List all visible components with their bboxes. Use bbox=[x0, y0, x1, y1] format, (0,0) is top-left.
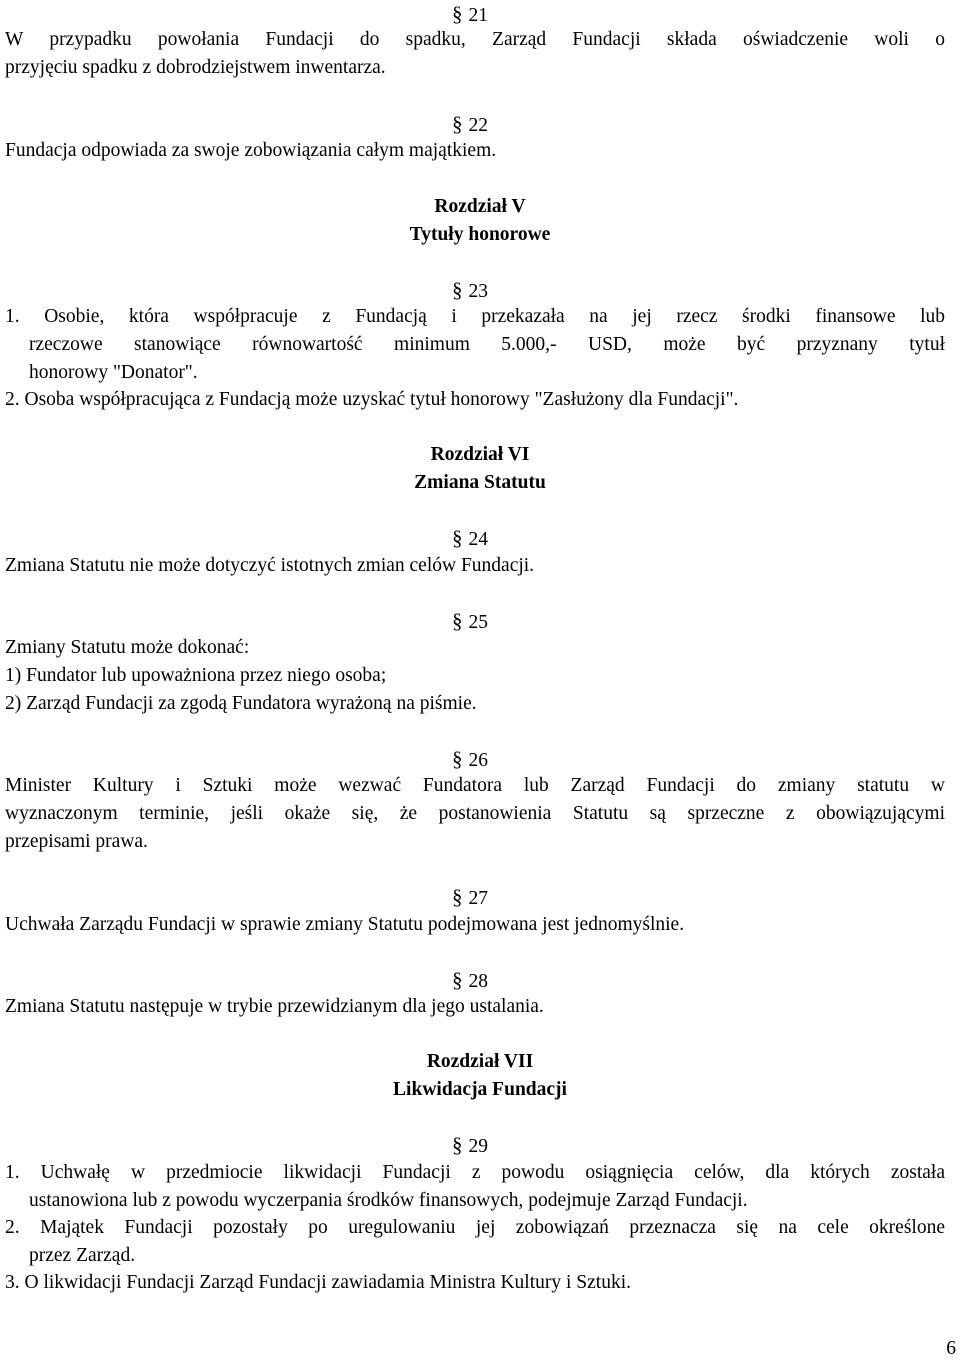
paragraph-number: 24 bbox=[468, 529, 488, 550]
section-sign: § bbox=[452, 1133, 463, 1157]
paragraph-number: 21 bbox=[468, 5, 488, 26]
section-sign: § bbox=[452, 2, 463, 26]
paragraph-number: 26 bbox=[468, 750, 488, 771]
paragraph-number: 23 bbox=[468, 281, 488, 302]
paragraph-marker-22 bbox=[452, 110, 488, 138]
paragraph-marker-25 bbox=[452, 607, 488, 635]
paragraph-number: 25 bbox=[468, 612, 488, 633]
paragraph-25-line-1: Zmiany Statutu może dokonać: bbox=[5, 637, 250, 658]
paragraph-29-item-1-line-1: 1. Uchwałę w przedmiocie likwidacji Fundacji z powodu osiągnięcia celów, dla których została bbox=[5, 1162, 945, 1183]
paragraph-26-line-3: przepisami prawa. bbox=[5, 831, 148, 852]
paragraph-number: 29 bbox=[468, 1136, 488, 1157]
paragraph-25-line-2: 1) Fundator lub upoważniona przez niego osoba; bbox=[5, 665, 387, 686]
page-number: 6 bbox=[946, 1338, 956, 1359]
paragraph-marker-26 bbox=[452, 745, 488, 773]
chapter-6-subtitle: Zmiana Statutu bbox=[414, 472, 546, 493]
paragraph-29-item-3: 3. O likwidacji Fundacji Zarząd Fundacji zawiadamia Ministra Kultury i Sztuki. bbox=[5, 1272, 632, 1293]
paragraph-24-text: Zmiana Statutu nie może dotyczyć istotnych zmian celów Fundacji. bbox=[5, 555, 535, 576]
paragraph-21-line-2: przyjęciu spadku z dobrodziejstwem inwentarza. bbox=[5, 57, 386, 78]
paragraph-26-line-2: wyznaczonym terminie, jeśli okaże się, że postanowienia Statutu są sprzeczne z obowiązującymi bbox=[5, 803, 945, 824]
paragraph-22-text: Fundacja odpowiada za swoje zobowiązania całym majątkiem. bbox=[5, 140, 497, 161]
section-sign: § bbox=[452, 609, 463, 633]
chapter-7-title: Rozdział VII bbox=[426, 1051, 534, 1072]
paragraph-number: 28 bbox=[468, 971, 488, 992]
section-sign: § bbox=[452, 112, 463, 136]
chapter-5-subtitle: Tytuły honorowe bbox=[409, 224, 551, 245]
section-sign: § bbox=[452, 278, 463, 302]
section-sign: § bbox=[452, 968, 463, 992]
paragraph-marker-23 bbox=[452, 276, 488, 304]
paragraph-number: 22 bbox=[468, 115, 488, 136]
paragraph-marker-27 bbox=[452, 883, 488, 911]
section-sign: § bbox=[452, 747, 463, 771]
paragraph-marker-21 bbox=[452, 0, 488, 28]
paragraph-29-item-2-line-1: 2. Majątek Fundacji pozostały po uregulowaniu jej zobowiązań przeznacza się na cele określone bbox=[5, 1217, 945, 1238]
paragraph-23-item-1-line-2: rzeczowe stanowiące równowartość minimum 5.000,- USD, może być przyznany tytuł bbox=[29, 334, 945, 355]
paragraph-27-text: Uchwała Zarządu Fundacji w sprawie zmiany Statutu podejmowana jest jednomyślnie. bbox=[5, 914, 685, 935]
paragraph-marker-24 bbox=[452, 524, 488, 552]
paragraph-29-item-2-line-2: przez Zarząd. bbox=[29, 1245, 136, 1266]
paragraph-23-item-1-line-3: honorowy "Donator". bbox=[29, 362, 198, 383]
paragraph-marker-29 bbox=[452, 1131, 488, 1159]
paragraph-21-line-1: W przypadku powołania Fundacji do spadku, Zarząd Fundacji składa oświadczenie woli o bbox=[5, 29, 945, 50]
paragraph-28-text: Zmiana Statutu następuje w trybie przewidzianym dla jego ustalania. bbox=[5, 996, 544, 1017]
chapter-5-title: Rozdział V bbox=[434, 196, 526, 217]
paragraph-23-item-1-line-1: 1. Osobie, która współpracuje z Fundacją i przekazała na jej rzecz środki finansowe lub bbox=[5, 306, 945, 327]
paragraph-29-item-1-line-2: ustanowiona lub z powodu wyczerpania środków finansowych, podejmuje Zarząd Fundacji. bbox=[29, 1190, 748, 1211]
paragraph-26-line-1: Minister Kultury i Sztuki może wezwać Fundatora lub Zarząd Fundacji do zmiany statutu w bbox=[5, 775, 945, 796]
section-sign: § bbox=[452, 885, 463, 909]
paragraph-23-item-2: 2. Osoba współpracująca z Fundacją może uzyskać tytuł honorowy "Zasłużony dla Fundacji". bbox=[5, 389, 739, 410]
paragraph-marker-28 bbox=[452, 966, 488, 994]
chapter-7-subtitle: Likwidacja Fundacji bbox=[393, 1079, 567, 1100]
chapter-6-title: Rozdział VI bbox=[430, 444, 530, 465]
paragraph-number: 27 bbox=[468, 888, 488, 909]
paragraph-25-line-3: 2) Zarząd Fundacji za zgodą Fundatora wyrażoną na piśmie. bbox=[5, 693, 477, 714]
section-sign: § bbox=[452, 526, 463, 550]
